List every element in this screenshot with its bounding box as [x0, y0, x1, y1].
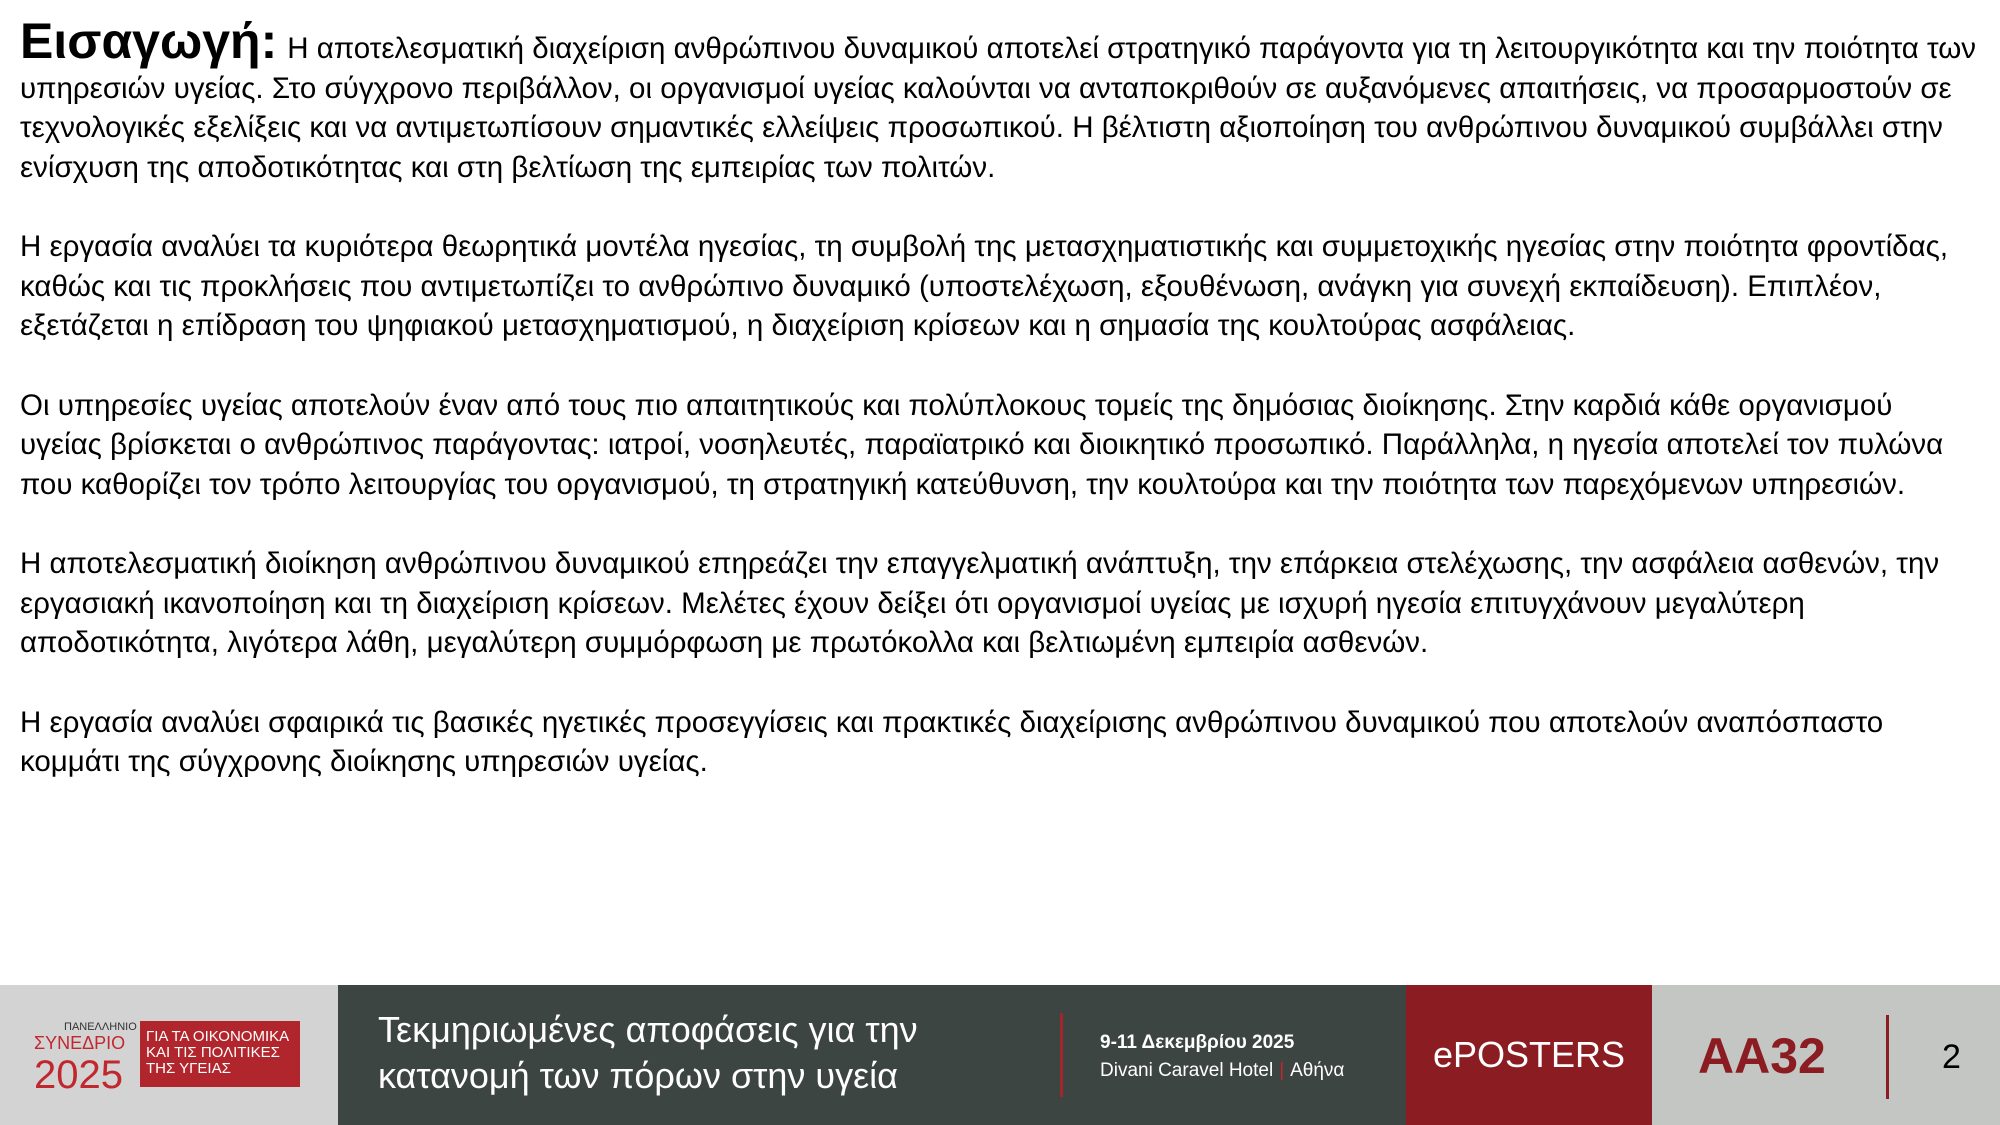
logo-line1: ΠΑΝΕΛΛΗΝΙΟ — [64, 1021, 137, 1033]
poster-code-band — [1652, 985, 2000, 1125]
intro-text: Η αποτελεσματική διαχείριση ανθρώπινου δυναμικού αποτελεί στρατηγικό παράγοντα για τη λειτουργικότητα και την ποιότητα των υπηρεσιών υγείας. Στο σύγχρονο περιβάλλον, οι οργανισμοί υγείας καλούνται να ανταποκριθούν σε αυξανόμενες απαιτήσεις, να προσαρμοστούν σε τεχνολογικές εξελίξεις και να αντιμετωπίσουν σημαντικές ελλείψεις προσωπικού. Η βέλτιστη αξιοποίηση του ανθρώπινου δυναμικού συμβάλλει στην ενίσχυση της αποδοτικότητας και στη βελτίωση της εμπειρίας των πολιτών. — [20, 32, 1977, 184]
conference-date: 9-11 Δεκεμβρίου 2025 — [1100, 1032, 1295, 1053]
poster-code: AA32 — [1698, 1028, 1826, 1084]
eposters-label: ePOSTERS — [1406, 985, 1652, 1125]
logo-year: 2025 — [34, 1053, 123, 1097]
conference-venue — [1100, 1059, 1344, 1083]
paragraph-leadership-models: Η εργασία αναλύει τα κυριότερα θεωρητικά μοντέλα ηγεσίας, τη συμβολή της μετασχηματιστικής και συμμετοχικής ηγεσίας στην ποιότητα φροντίδας, καθώς και τις προκλήσεις που αντιμετωπίζει το ανθρώπινο δυναμικό (υποστελέχωση, εξουθένωση, ανάγκη για συνεχή εκπαίδευση). Επιπλέον, εξετάζεται η επίδραση του ψηφιακού μετασχηματισμού, η διαχείριση κρίσεων και η σημασία της κουλτούρας ασφάλειας. — [20, 230, 1949, 342]
logo-box-line: ΓΙΑ ΤΑ ΟΙΚΟΝΟΜΙΚΑ — [146, 1028, 290, 1045]
logo-box — [140, 1021, 300, 1087]
venue-separator: | — [1279, 1060, 1285, 1081]
conference-title-band — [338, 985, 1406, 1125]
poster-content — [20, 13, 1980, 822]
paragraph-hr-management: Η αποτελεσματική διοίκηση ανθρώπινου δυναμικού επηρεάζει την επαγγελματική ανάπτυξη, την επάρκεια στελέχωσης, την ασφάλεια ασθενών, την εργασιακή ικανοποίηση και τη διαχείριση κρίσεων. Μελέτες έχουν δείξει ότι οργανισμοί υγείας με ισχυρή ηγεσία επιτυγχάνουν μεγαλύτερη αποδοτικότητα, λιγότερα λάθη, μεγαλύτερη συμμόρφωση με πρωτόκολλα και βελτιωμένη εμπειρία ασθενών. — [20, 547, 1940, 659]
page-number: 2 — [1942, 1038, 1961, 1076]
logo-line2: ΣΥΝΕΔΡΙΟ — [34, 1033, 126, 1053]
conference-title: Τεκμηριωμένες αποφάσεις για την κατανομή των πόρων στην υγεία — [378, 1009, 918, 1096]
section-heading: Εισαγωγή: — [20, 13, 278, 69]
conference-logo — [0, 985, 338, 1125]
divider — [1886, 1015, 1889, 1099]
logo-box-line: ΚΑΙ ΤΙΣ ΠΟΛΙΤΙΚΕΣ — [146, 1044, 280, 1061]
paragraph-health-services: Οι υπηρεσίες υγείας αποτελούν έναν από τους πιο απαιτητικούς και πολύπλοκους τομείς της δημόσιας διοίκησης. Στην καρδιά κάθε οργανισμού υγείας βρίσκεται ο ανθρώπινος παράγοντας: ιατροί, νοσηλευτές, παραϊατρικό και διοικητικό προσωπικό. Παράλληλα, η ηγεσία αποτελεί τον πυλώνα που καθορίζει τον τρόπο λειτουργίας του οργανισμού, τη στρατηγική κατεύθυνση, την κουλτούρα και την ποιότητα των παρεχόμενων υπηρεσιών. — [20, 388, 1944, 501]
logo-box-line: ΤΗΣ ΥΓΕΙΑΣ — [146, 1060, 231, 1077]
intro-paragraph — [20, 13, 1980, 187]
poster-footer — [0, 985, 2000, 1125]
paragraph-conclusion: Η εργασία αναλύει σφαιρικά τις βασικές ηγετικές προσεγγίσεις και πρακτικές διαχείρισης ανθρώπινου δυναμικού που αποτελούν αναπόσπαστο κομμάτι της σύγχρονης διοίκησης υπηρεσιών υγείας. — [20, 705, 1884, 778]
venue-city: Αθήνα — [1290, 1060, 1345, 1081]
divider — [1060, 1013, 1063, 1097]
venue-name: Divani Caravel Hotel — [1100, 1060, 1274, 1081]
